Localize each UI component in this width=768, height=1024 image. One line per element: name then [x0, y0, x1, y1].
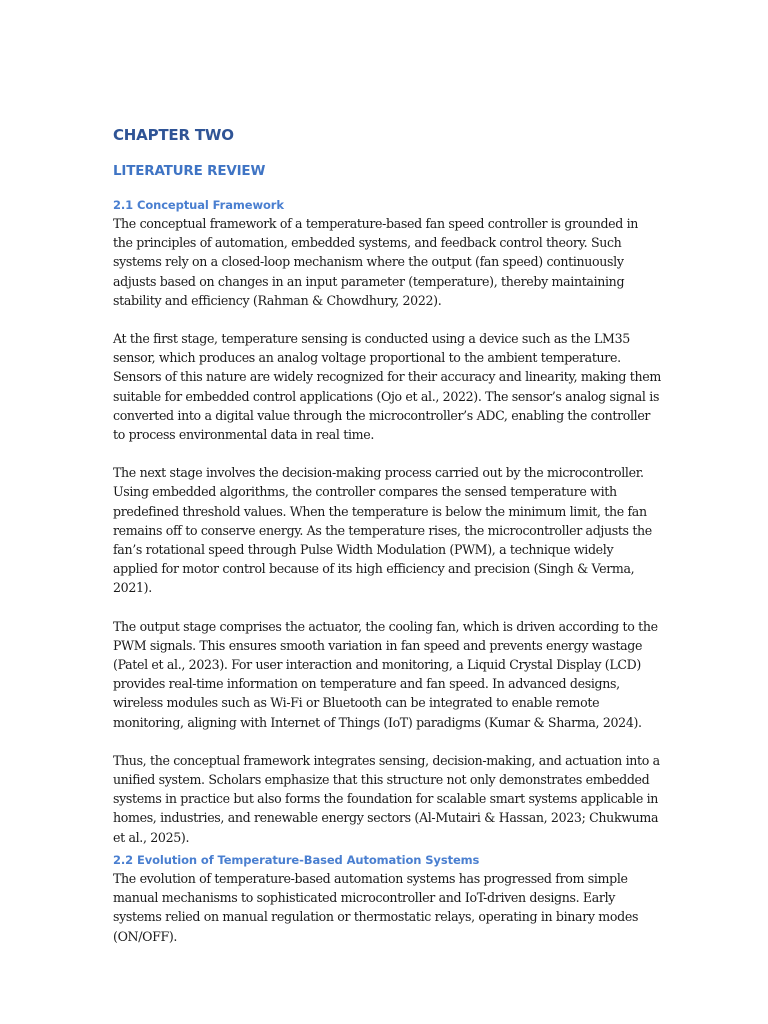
section-heading-2-1: 2.1 Conceptual Framework	[113, 198, 284, 212]
paragraph: The evolution of temperature-based automation systems has progressed from simple manual mechanisms to sophisticated microcontroller and IoT-driven designs. Early systems relied on manual regulation or thermostatic relays, operating in binary modes (ON/OFF).	[113, 870, 639, 944]
paragraph: The output stage comprises the actuator, the cooling fan, which is driven according to the PWM signals. This ensures smooth variation in fan speed and prevents energy wastage (Patel et al., 2023). For user interaction and monitoring, a Liquid Crystal Display (LCD) provides real-time information on temperature and fan speed. In advanced designs, wireless modules such as Wi-Fi or Bluetooth can be integrated to enable remote monitoring, aligning with Internet of Things (IoT) paradigms (Kumar & Sharma, 2024).	[113, 618, 658, 730]
page-content	[113, 124, 661, 946]
chapter-title: CHAPTER TWO	[113, 126, 234, 144]
paragraph: At the first stage, temperature sensing is conducted using a device such as the LM35 sensor, which produces an analog voltage proportional to the ambient temperature. Sensors of this nature are widely recognized for their accuracy and linearity, making them suitable for embedded control applications (Ojo et al., 2022). The sensor’s analog signal is converted into a digital value through the microcontroller’s ADC, enabling the controller to process environmental data in real time.	[113, 331, 661, 443]
paragraph: The next stage involves the decision-making process carried out by the microcontroller. Using embedded algorithms, the controller compares the sensed temperature with predefined threshold values. When the temperature is below the minimum limit, the fan remains off to conserve energy. As the temperature rises, the microcontroller adjusts the fan’s rotational speed through Pulse Width Modulation (PWM), a technique widely applied for motor control because of its high efficiency and precision (Singh & Verma, 2021).	[113, 465, 652, 596]
paragraph: The conceptual framework of a temperature-based fan speed controller is grounded in the principles of automation, embedded systems, and feedback control theory. Such systems rely on a closed-loop mechanism where the output (fan speed) continuously adjusts based on changes in an input parameter (temperature), thereby maintaining stability and efficiency (Rahman & Chowdhury, 2022).	[113, 216, 639, 308]
paragraph: Thus, the conceptual framework integrates sensing, decision-making, and actuation into a unified system. Scholars emphasize that this structure not only demonstrates embedded systems in practice but also forms the foundation for scalable smart systems applicable in homes, industries, and renewable energy sectors (Al-Mutairi & Hassan, 2023; Chukwuma et al., 2025).	[113, 752, 660, 845]
section-heading-2-2: 2.2 Evolution of Temperature-Based Automation Systems	[113, 852, 480, 867]
part-title: LITERATURE REVIEW	[113, 163, 266, 179]
